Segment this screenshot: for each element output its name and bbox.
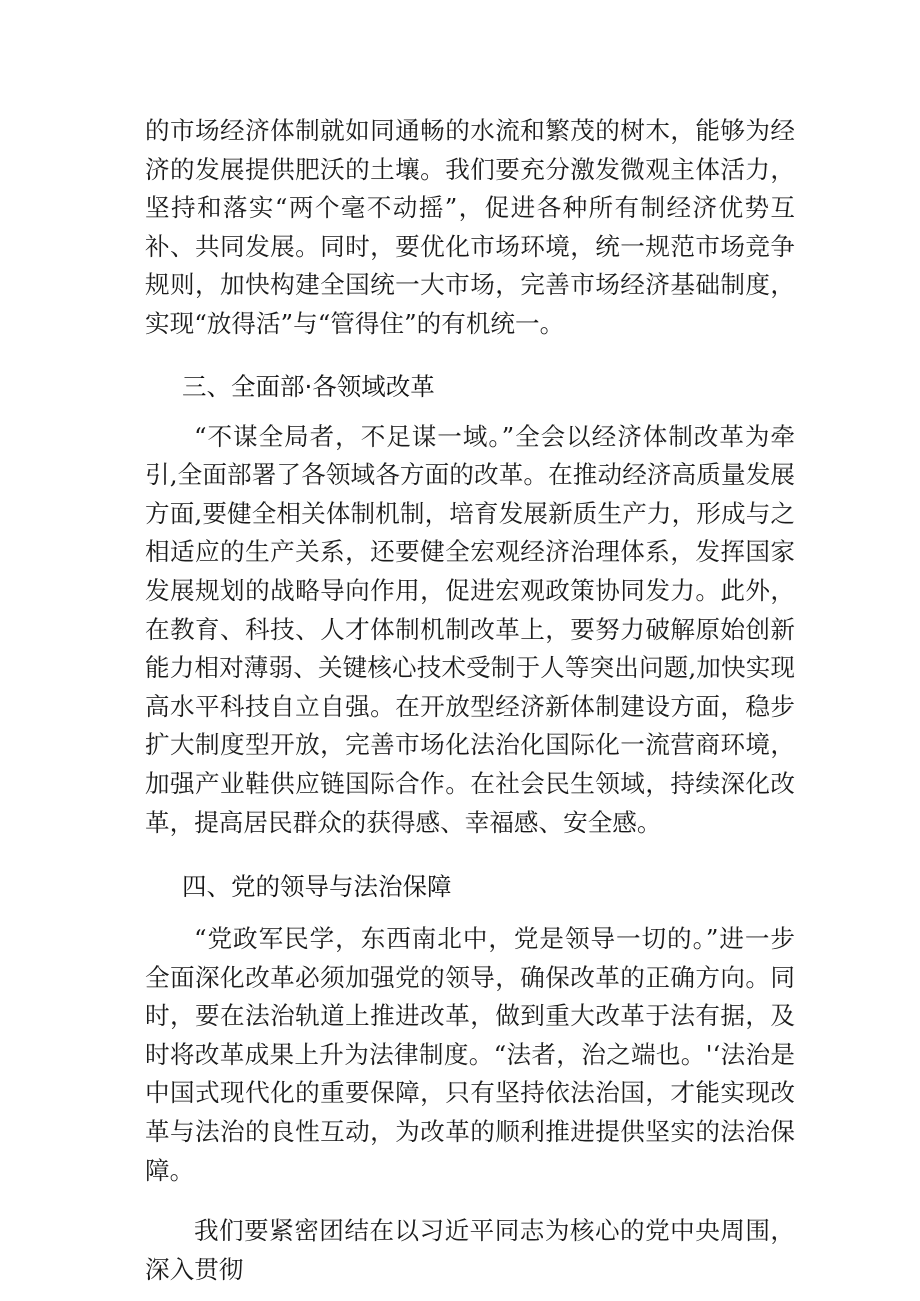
paragraph-party-leadership: “党政军民学，东西南北中，党是领导一切的。”进一步全面深化改革必须加强党的领导，确保改革的正确方向。同时，要在法治轨道上推进改革，做到重大改革于法有据，及时将改革成果上升为法律制度。“法者，治之端也。'‘法治是中国式现代化的重要保障，只有坚持依法治国，才能实现改革与法治的良性互动，为改革的顺利推进提供坚实的法治保障。 [145, 924, 795, 1185]
section-heading-three: 三、全面部·各领域改革 [182, 371, 435, 401]
section-heading-four: 四、党的领导与法治保障 [182, 872, 452, 902]
paragraph-closing: 我们要紧密团结在以习近平同志为核心的党中央周围，深入贯彻 [145, 1216, 795, 1284]
paragraph-comprehensive-reform: “不谋全局者，不足谋一域。”全会以经济体制改革为牵引,全面部署了各领域各方面的改革。在推动经济高质量发展方面,要健全相关体制机制，培育发展新质生产力，形成与之相适应的生产关系，还要健全宏观经济治理体系，发挥国家发展规划的战略导向作用，促进宏观政策协同发力。此外，在教育、科技、人才体制机制改革上，要努力破解原始创新能力相对薄弱、关键核心技术受制于人等突出问题,加快实现高水平科技自立自强。在开放型经济新体制建设方面，稳步扩大制度型开放，完善市场化法治化国际化一流营商环境，加强产业鞋供应链国际合作。在社会民生领域，持续深化改革，提高居民群众的获得感、幸福感、安全感。 [145, 421, 795, 837]
document-page [145, 112, 795, 1289]
paragraph-market-economy: 的市场经济体制就如同通畅的水流和繁茂的树木，能够为经济的发展提供肥沃的土壤。我们要充分激发微观主体活力，坚持和落实“两个毫不动摇”，促进各种所有制经济优势互补、共同发展。同时，要优化市场环境，统一规范市场竞争规则，加快构建全国统一大市场，完善市场经济基础制度，实现“放得活”与“管得住”的有机统一。 [145, 116, 795, 338]
